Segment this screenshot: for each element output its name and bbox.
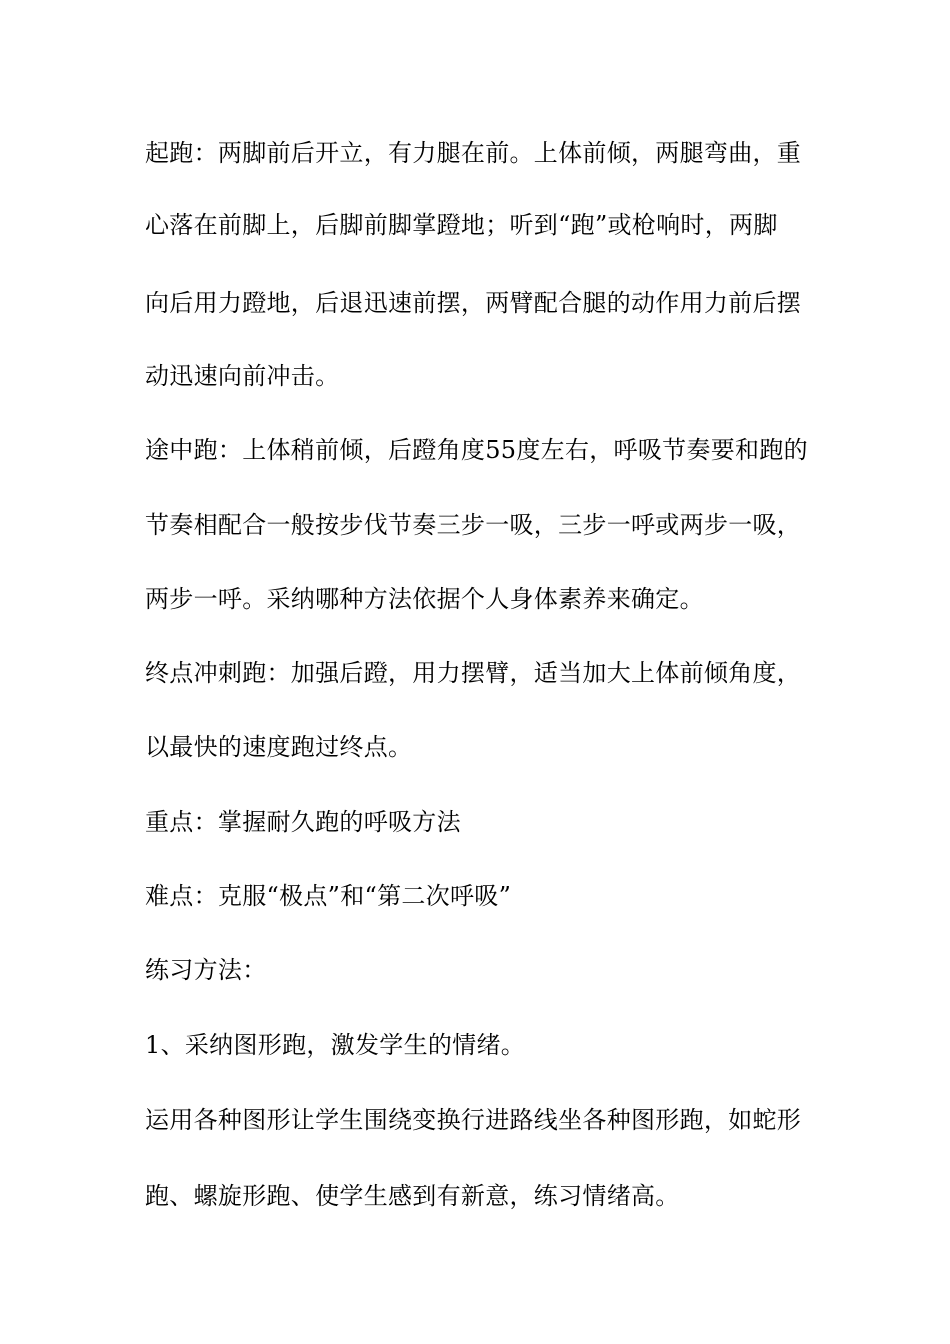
practice-description-line-2: 跑、螺旋形跑、使学生感到有新意，练习情绪高。 [145,1182,680,1210]
practice-description-line-1: 运用各种图形让学生围绕变换行进路线坐各种图形跑，如蛇形 [145,1106,802,1134]
paragraph-midrun-line-2: 节奏相配合一般按步伐节奏三步一吸，三步一呼或两步一吸， [145,511,802,539]
key-point-line: 重点：掌握耐久跑的呼吸方法 [145,808,461,836]
paragraph-midrun-line-3: 两步一呼。采纳哪种方法依据个人身体素养来确定。 [145,585,704,613]
paragraph-sprint-line-2: 以最快的速度跑过终点。 [145,733,413,761]
paragraph-start-line-2: 心落在前脚上，后脚前脚掌蹬地；听到“跑”或枪响时，两脚 [145,211,778,239]
practice-item-1: 1、采纳图形跑，激发学生的情绪。 [145,1031,526,1059]
difficulty-line: 难点：克服“极点”和“第二次呼吸” [145,882,512,910]
paragraph-start-line-4: 动迅速向前冲击。 [145,362,340,390]
paragraph-start-line-3: 向后用力蹬地，后退迅速前摆，两臂配合腿的动作用力前后摆 [145,289,802,317]
paragraph-start-line-1: 起跑：两脚前后开立，有力腿在前。上体前倾，两腿弯曲，重 [145,139,802,167]
paragraph-sprint-line-1: 终点冲刺跑：加强后蹬，用力摆臂，适当加大上体前倾角度， [145,659,802,687]
paragraph-midrun-line-1: 途中跑：上体稍前倾，后蹬角度55度左右，呼吸节奏要和跑的 [145,436,808,464]
practice-method-heading: 练习方法： [145,956,267,984]
